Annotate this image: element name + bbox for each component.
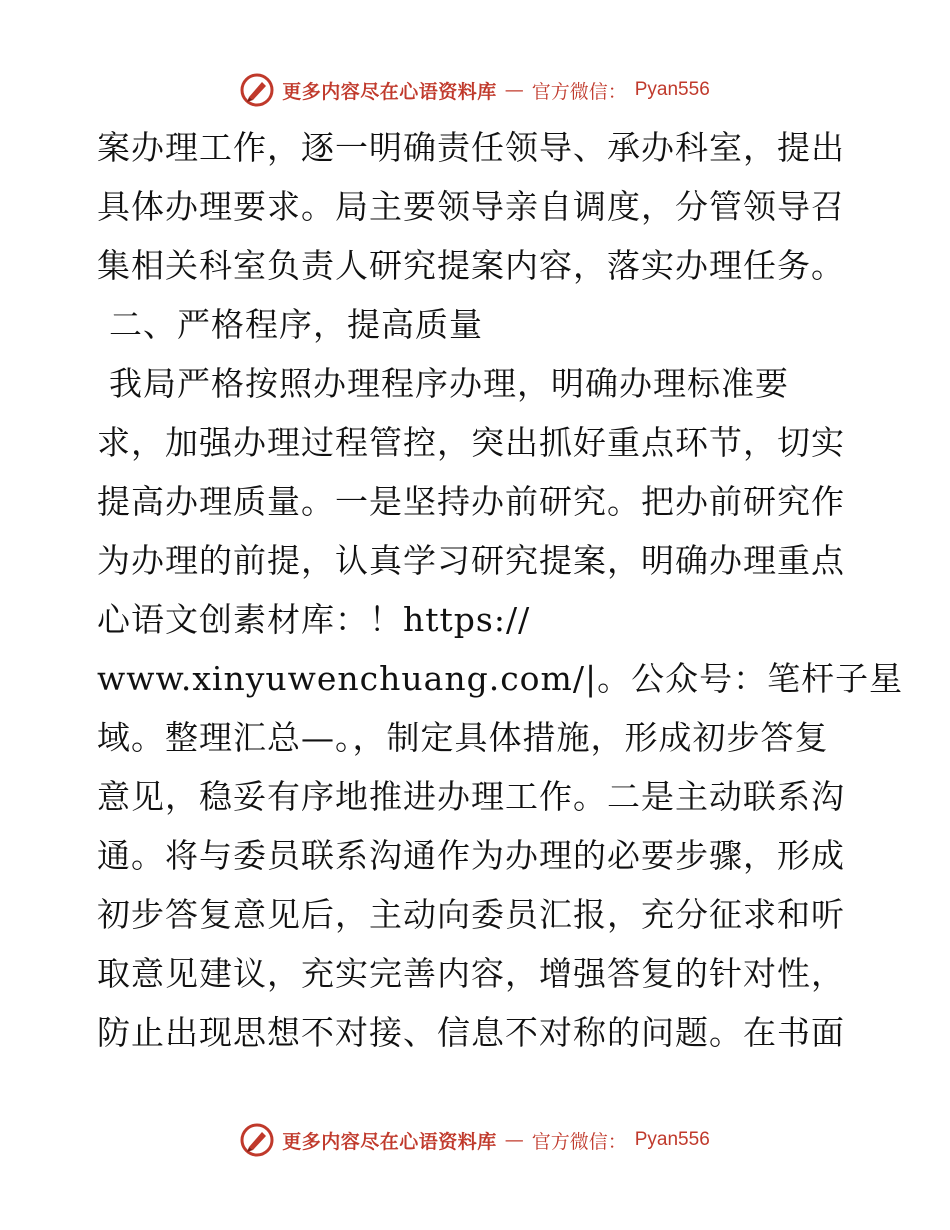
- text-line: 取意见建议，充实完善内容，增强答复的针对性，: [97, 954, 845, 993]
- banner-dash: —: [504, 1129, 524, 1151]
- section-heading: 二、严格程序，提高质量: [109, 305, 483, 344]
- banner-wechat-label: 官方微信：: [531, 1130, 627, 1153]
- footer-banner: [0, 1120, 950, 1160]
- banner-wechat-id: Pyan556: [634, 79, 710, 100]
- text-line: 通。将与委员联系沟通作为办理的必要步骤，形成: [97, 836, 845, 875]
- banner-wechat-id: Pyan556: [634, 1129, 710, 1150]
- text-line: 具体办理要求。局主要领导亲自调度，分管领导召: [97, 187, 845, 226]
- text-line: 集相关科室负责人研究提案内容，落实办理任务。: [97, 246, 845, 285]
- text-line: 求，加强办理过程管控，突出抓好重点环节，切实: [97, 423, 845, 462]
- banner-text: 更多内容尽在心语资料库: [282, 80, 497, 103]
- pen-logo-icon: [240, 1123, 274, 1157]
- document-body: [97, 118, 904, 1062]
- pen-logo-icon: [240, 73, 274, 107]
- text-line: 域。整理汇总—。，制定具体措施，形成初步答复: [97, 718, 829, 757]
- header-banner: [0, 70, 950, 110]
- text-line: 初步答复意见后，主动向委员汇报，充分征求和听: [97, 895, 845, 934]
- banner-dash: —: [504, 79, 524, 101]
- text-line: 我局严格按照办理程序办理，明确办理标准要: [109, 364, 789, 403]
- text-line: 意见，稳妥有序地推进办理工作。二是主动联系沟: [97, 777, 845, 816]
- text-line: 为办理的前提，认真学习研究提案，明确办理重点: [97, 541, 845, 580]
- banner-text: 更多内容尽在心语资料库: [282, 1130, 497, 1153]
- text-line: 心语文创素材库：！https://: [97, 600, 531, 639]
- text-line: 案办理工作，逐一明确责任领导、承办科室，提出: [97, 128, 845, 167]
- text-line: 防止出现思想不对接、信息不对称的问题。在书面: [97, 1013, 845, 1052]
- text-line: 提高办理质量。一是坚持办前研究。把办前研究作: [97, 482, 845, 521]
- banner-wechat-label: 官方微信：: [531, 80, 627, 103]
- text-line: www.xinyuwenchuang.com/|。公众号：笔杆子星: [97, 659, 904, 698]
